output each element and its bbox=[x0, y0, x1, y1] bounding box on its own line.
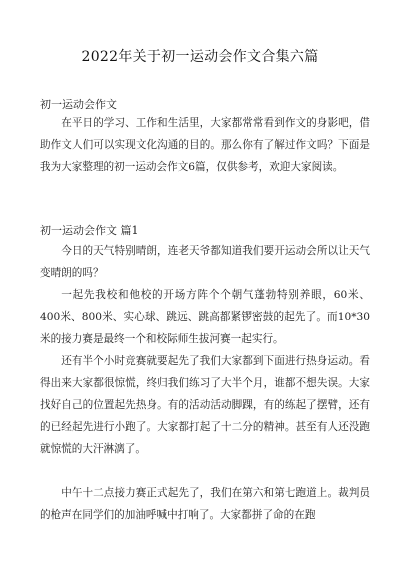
essay-1-paragraph: 还有半个小时竞赛就要起先了我们大家都到下面进行热身运动。看得出来大家都很惊慌，终归我们练习了大半个月，谁都不想失误。大家找好自己的位置起先热身。有的活动活动脚踝，有的练起了摆臂，还有的已经起先进行小跑了。大家都打起了十二分的精神。甚至有人还没跑就惊慌的大汗淋漓了。 bbox=[40, 355, 370, 455]
essay-1-paragraph: 一起先我校和他校的开场方阵个个朝气蓬勃特别养眼，60米、400米、800米、实心球、跳远、跳高都紧锣密鼓的起先了。而10*30米的接力赛是最终一个和校际师生拔河赛一起实行。 bbox=[40, 289, 370, 345]
document-title: 2022年关于初一运动会作文合集六篇 bbox=[81, 49, 319, 65]
essay-1-paragraph: 中午十二点接力赛正式起先了，我们在第六和第七跑道上。裁判员的枪声在同学们的加油呼喊中打响了。大家都拼了命的在跑 bbox=[40, 487, 370, 521]
intro-heading: 初一运动会作文 bbox=[40, 98, 117, 111]
essay-1-paragraph: 今日的天气特别晴朗，连老天爷都知道我们要开运动会所以让天气变晴朗的吗？ bbox=[40, 245, 370, 279]
essay-1-heading: 初一运动会作文 篇1 bbox=[40, 224, 139, 237]
intro-paragraph: 在平日的学习、工作和生活里，大家都常常看到作文的身影吧，借助作文人们可以实现文化沟通的目的。那么你有了解过作文吗？下面是我为大家整理的初一运动会作文6篇，仅供参考，欢迎大家阅读。 bbox=[40, 117, 370, 173]
